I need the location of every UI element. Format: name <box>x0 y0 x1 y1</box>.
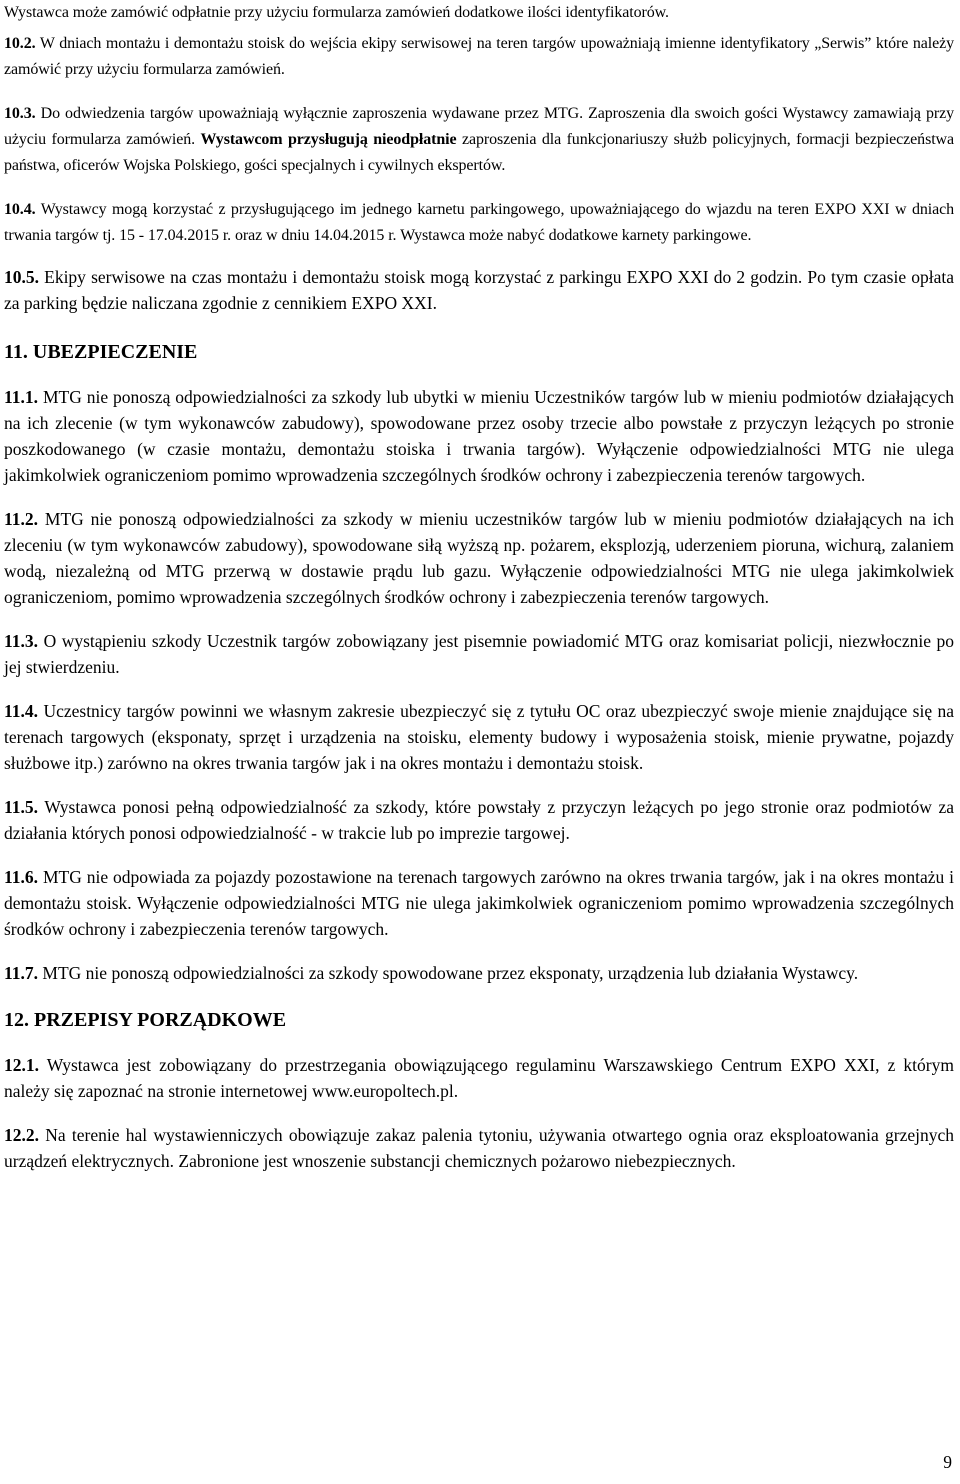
section-11-2 <box>4 506 954 610</box>
section-10-4 <box>4 197 954 249</box>
section-number: 11.7. <box>4 963 39 983</box>
section-12-1 <box>4 1052 954 1104</box>
section-10-2 <box>4 31 954 83</box>
section-text: MTG nie ponoszą odpowiedzialności za szkody lub ubytki w mieniu Uczestników targów lub w mieniu podmiotów działających na ich zlecenie (w tym wykonawców zabudowy), spowodowane przez osoby trzecie albo powstałe z przyczyn leżących po stronie poszkodowanego (w czasie montażu, demontażu stoiska i trwania targów). Wyłączenie odpowiedzialności MTG nie ulega jakimkolwiek ograniczeniom pomimo wprowadzenia szczególnych środków ochrony i zabezpieczenia terenów targowych. <box>4 387 954 485</box>
section-text: MTG nie ponoszą odpowiedzialności za szkody spowodowane przez eksponaty, urządzenia lub działania Wystawcy. <box>38 963 859 983</box>
section-number: 11.6. <box>4 867 39 887</box>
section-text: Wystawcy mogą korzystać z przysługującego im jednego karnetu parkingowego, upoważniającego do wjazdu na teren EXPO XXI w dniach trwania targów tj. 15 - 17.04.2015 r. oraz w dniu 14.04.2015 r. Wystawca może nabyć dodatkowe karnety parkingowe. <box>4 201 954 244</box>
section-11-7 <box>4 960 954 986</box>
section-number: 10.5. <box>4 267 39 287</box>
section-number: 12.1. <box>4 1055 39 1075</box>
section-number: 11.4. <box>4 701 39 721</box>
section-number: 12.2. <box>4 1125 39 1145</box>
paragraph-additional-identifiers: Wystawca może zamówić odpłatnie przy użyciu formularza zamówień dodatkowe ilości identyfikatorów. <box>4 4 669 21</box>
section-text: Wystawca ponosi pełną odpowiedzialność za szkody, które powstały z przyczyn leżących po jego stronie oraz podmiotów za działania których ponosi odpowiedzialność - w trakcie lub po imprezie targowej. <box>4 797 954 843</box>
section-text: O wystąpieniu szkody Uczestnik targów zobowiązany jest pisemnie powiadomić MTG oraz komisariat policji, niezwłocznie po jej stwierdzeniu. <box>4 631 954 677</box>
section-11-4 <box>4 698 954 776</box>
section-10-5 <box>4 264 954 316</box>
section-text: Do odwiedzenia targów upoważniają wyłącznie zaproszenia wydawane przez MTG. Zaproszenia dla swoich gości Wystawcy zamawiają przy użyciu formularza zamówień. <box>4 105 954 148</box>
section-number: 11.5. <box>4 797 39 817</box>
section-11-5 <box>4 794 954 846</box>
heading-ubezpieczenie: 11. UBEZPIECZENIE <box>4 341 198 363</box>
section-11-1 <box>4 384 954 488</box>
section-text: MTG nie ponoszą odpowiedzialności za szkody w mieniu uczestników targów lub w mieniu podmiotów działających na ich zleceniu (w tym wykonawców zabudowy), spowodowane siłą wyższą np. pożarem, eksplozją, uderzeniem pioruna, wichurą, zalaniem wodą, niezależną od MTG przerwą w dostawie prądu lub gazu. Wyłączenie odpowiedzialności MTG nie ulega jakimkolwiek ograniczeniom, pomimo wprowadzenia szczególnych środków ochrony i zabezpieczenia terenów targowych. <box>4 509 954 607</box>
section-text: zaproszenia dla funkcjonariuszy służb policyjnych, formacji bezpieczeństwa państwa, oficerów Wojska Polskiego, gości specjalnych i cywilnych ekspertów. <box>4 131 955 174</box>
document-page <box>4 0 954 1174</box>
section-text: W dniach montażu i demontażu stoisk do wejścia ekipy serwisowej na teren targów upoważniają imienne identyfikatory „Serwis” które należy zamówić przy użyciu formularza zamówień. <box>4 35 954 78</box>
section-number: 10.3. <box>4 105 36 122</box>
section-11-3 <box>4 628 954 680</box>
section-12-2 <box>4 1122 954 1174</box>
page-number: 9 <box>943 1452 952 1472</box>
section-number: 11.1. <box>4 387 39 407</box>
section-10-3 <box>4 101 954 179</box>
section-number: 10.4. <box>4 201 36 218</box>
section-text-bold: Wystawcom przysługują nieodpłatnie <box>200 131 457 148</box>
section-text: Uczestnicy targów powinni we własnym zakresie ubezpieczyć się z tytułu OC oraz ubezpieczyć swoje mienie znajdujące się na terenach targowych (eksponaty, sprzęt i urządzenia na stoisku, elementy budowy i wyposażenia stoisk, mienie prywatne, pojazdy służbowe itp.) zarówno na okres trwania targów jak i na okres montażu i demontażu stoisk. <box>4 701 954 773</box>
heading-przepisy-porzadkowe: 12. PRZEPISY PORZĄDKOWE <box>4 1009 287 1031</box>
section-text: Wystawca jest zobowiązany do przestrzegania obowiązującego regulaminu Warszawskiego Centrum EXPO XXI, z którym należy się zapoznać na stronie internetowej www.europoltech.pl. <box>4 1055 954 1101</box>
section-number: 11.3. <box>4 631 39 651</box>
section-text: Na terenie hal wystawienniczych obowiązuje zakaz palenia tytoniu, używania otwartego ognia oraz eksploatowania grzejnych urządzeń elektrycznych. Zabronione jest wnoszenie substancji chemicznych pożarowo niebezpiecznych. <box>4 1125 954 1171</box>
section-11-6 <box>4 864 954 942</box>
section-text: Ekipy serwisowe na czas montażu i demontażu stoisk mogą korzystać z parkingu EXPO XXI do 2 godzin. Po tym czasie opłata za parking będzie naliczana zgodnie z cennikiem EXPO XXI. <box>4 267 954 313</box>
section-number: 10.2. <box>4 35 36 52</box>
section-number: 11.2. <box>4 509 39 529</box>
section-text: MTG nie odpowiada za pojazdy pozostawione na terenach targowych zarówno na okres trwania targów, jak i na okres montażu i demontażu stoisk. Wyłączenie odpowiedzialności MTG nie ulega jakimkolwiek ograniczeniom pomimo wprowadzenia szczególnych środków ochrony i zabezpieczenia terenów targowych. <box>4 867 954 939</box>
